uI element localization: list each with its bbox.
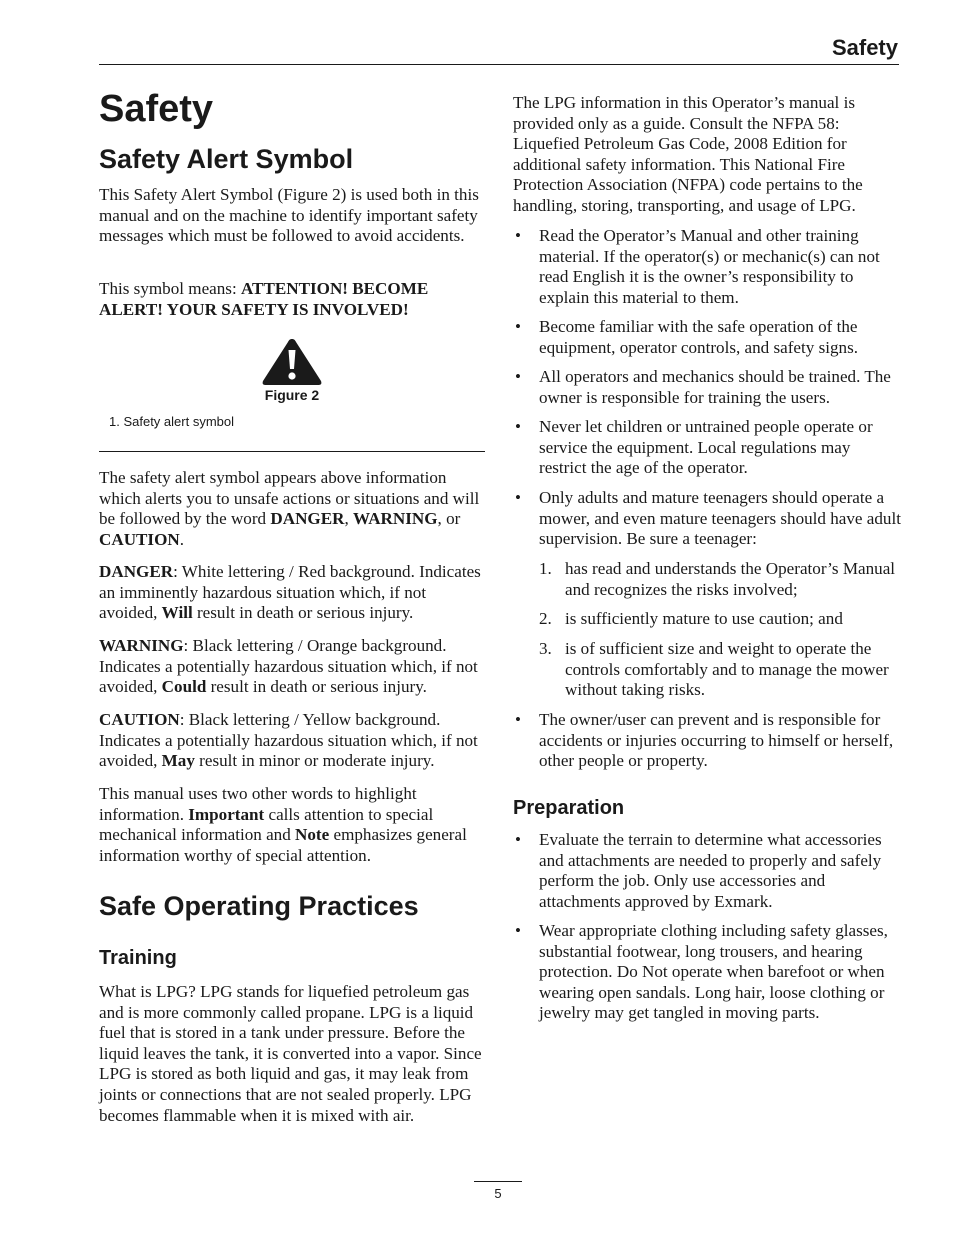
signal-danger-word: DANGER xyxy=(270,509,345,529)
page-number: 5 xyxy=(494,1186,502,1201)
running-head: Safety xyxy=(831,35,898,60)
warning-paragraph xyxy=(99,636,487,698)
signal-caution-word: CAUTION xyxy=(99,529,180,549)
list-item xyxy=(513,417,901,479)
bullet-text: Wear appropriate clothing including safety glasses, substantial footwear, long trousers, and hearing protection. Do Not operate when barefoot or when wearing open sandals. Long hair, loose clothing or jewelry may get tangled in moving parts. xyxy=(539,921,888,1023)
danger-text: : White lettering / Red background. Indicates an imminently hazardous situation which, if not avoided, xyxy=(99,562,481,623)
symbol-means-paragraph xyxy=(99,279,487,320)
caution-paragraph xyxy=(99,710,487,772)
bullet-mark: • xyxy=(515,367,521,386)
bullet-text: Never let children or untrained people operate or service the equipment. Local regulations may restrict the age of the operator. xyxy=(539,417,873,478)
symbol-means-prefix: This symbol means: xyxy=(99,279,241,298)
bullet-mark: • xyxy=(515,710,521,729)
words-important: Important xyxy=(188,804,265,824)
item-text: is sufficiently mature to use caution; and xyxy=(565,609,843,628)
warning-term: WARNING xyxy=(99,636,184,655)
list-item xyxy=(513,317,901,358)
header-rule xyxy=(99,64,899,65)
lpg-info-paragraph: The LPG information in this Operator’s manual is provided only as a guide. Consult the NFPA 58: Liquefied Petroleum Gas Code, 2008 Edition for additional safety information. This National Fire Protection Association (NFPA) code pertains to the handling, storing, transporting, and usage of LPG. xyxy=(513,93,863,215)
words-text: emphasizes general information worthy of special attention. xyxy=(99,825,467,865)
caution-text: result in minor or moderate injury. xyxy=(194,751,435,771)
danger-term: DANGER xyxy=(99,562,174,581)
training-heading: Training xyxy=(99,947,177,969)
danger-paragraph xyxy=(99,562,487,624)
bullet-mark: • xyxy=(515,830,521,849)
figure-rule xyxy=(99,451,485,452)
warning-text: : Black lettering / Orange background. Indicates a potentially hazardous situation which, if not avoided, xyxy=(99,636,478,697)
bullet-text: Read the Operator’s Manual and other training material. If the operator(s) or mechanic(s) can not read English it is the owner’s responsibility to explain this material to them. xyxy=(539,226,880,307)
list-item xyxy=(513,710,901,772)
words-text: calls attention to special mechanical information and xyxy=(99,804,434,845)
figure-callout: 1. Safety alert symbol xyxy=(109,414,234,429)
bullet-mark: • xyxy=(515,226,521,245)
numbered-item xyxy=(539,639,901,701)
warning-bold: Could xyxy=(161,677,207,697)
signal-sep: , xyxy=(344,509,353,529)
danger-bold: Will xyxy=(161,603,193,623)
signal-words-paragraph xyxy=(99,468,487,550)
bullet-text: All operators and mechanics should be trained. The owner is responsible for training the users. xyxy=(539,367,891,407)
symbol-means-bold: ATTENTION! BECOME ALERT! YOUR SAFETY IS INVOLVED! xyxy=(99,279,429,319)
signal-intro-text: The safety alert symbol appears above information which alerts you to unsafe actions or situations and will be followed by the word xyxy=(99,468,480,529)
numbered-item xyxy=(539,609,901,630)
numbered-item xyxy=(539,559,901,600)
lpg-definition-paragraph: What is LPG? LPG stands for liquefied petroleum gas and is more commonly called propane. LPG is a liquid fuel that is stored in a tank under pressure. Before the liquid leaves the tank, it is converted into a vapor. Since LPG is stored as both liquid and gas, it may leak from joints or connections that are not sealed properly. LPG becomes flammable when it is mixed with air. xyxy=(99,982,482,1125)
bullet-mark: • xyxy=(515,417,521,436)
alert-intro-paragraph: This Safety Alert Symbol (Figure 2) is used both in this manual and on the machine to identify important safety messages which must be followed to avoid accidents. xyxy=(99,185,479,246)
item-number: 3. xyxy=(539,639,552,658)
danger-text: result in death or serious injury. xyxy=(192,603,414,623)
signal-sep: , or xyxy=(437,509,461,529)
list-item xyxy=(513,488,901,550)
safety-alert-triangle-icon xyxy=(261,337,323,387)
list-item xyxy=(513,226,901,308)
other-words-paragraph xyxy=(99,784,487,866)
bullet-mark: • xyxy=(515,317,521,336)
bullet-text: The owner/user can prevent and is responsible for accidents or injuries occurring to himself or herself, other people or property. xyxy=(539,710,894,771)
bullet-text: Become familiar with the safe operation of the equipment, operator controls, and safety signs. xyxy=(539,317,859,357)
item-text: is of sufficient size and weight to operate the controls comfortably and to manage the mower without taking risks. xyxy=(565,639,889,700)
words-text: This manual uses two other words to highlight information. xyxy=(99,784,417,824)
list-item xyxy=(513,921,901,1024)
item-number: 1. xyxy=(539,559,552,578)
footer-rule xyxy=(474,1181,522,1182)
safety-alert-symbol-heading: Safety Alert Symbol xyxy=(99,144,354,174)
list-item xyxy=(513,830,901,912)
bullet-text: Evaluate the terrain to determine what accessories and attachments are needed to properly and safely perform the job. Only use accessories and attachments approved by Exmark. xyxy=(539,830,882,911)
words-note: Note xyxy=(295,825,330,845)
item-text: has read and understands the Operator’s Manual and recognizes the risks involved; xyxy=(565,559,896,599)
list-item xyxy=(513,367,901,408)
bullet-text: Only adults and mature teenagers should operate a mower, and even mature teenagers should have adult supervision. Be sure a teenager: xyxy=(539,488,901,549)
signal-end: . xyxy=(179,529,185,549)
signal-warning-word: WARNING xyxy=(353,509,438,529)
preparation-heading: Preparation xyxy=(513,797,625,819)
bullet-mark: • xyxy=(515,488,521,507)
caution-text: : Black lettering / Yellow background. Indicates a potentially hazardous situation which, if not avoided, xyxy=(99,710,478,771)
figure-caption: Figure 2 xyxy=(264,387,320,403)
caution-bold: May xyxy=(161,751,195,771)
caution-term: CAUTION xyxy=(99,710,180,729)
safe-operating-practices-heading: Safe Operating Practices xyxy=(99,891,419,921)
bullet-mark: • xyxy=(515,921,521,940)
warning-text: result in death or serious injury. xyxy=(206,677,427,697)
page-title: Safety xyxy=(99,88,214,130)
item-number: 2. xyxy=(539,609,552,628)
